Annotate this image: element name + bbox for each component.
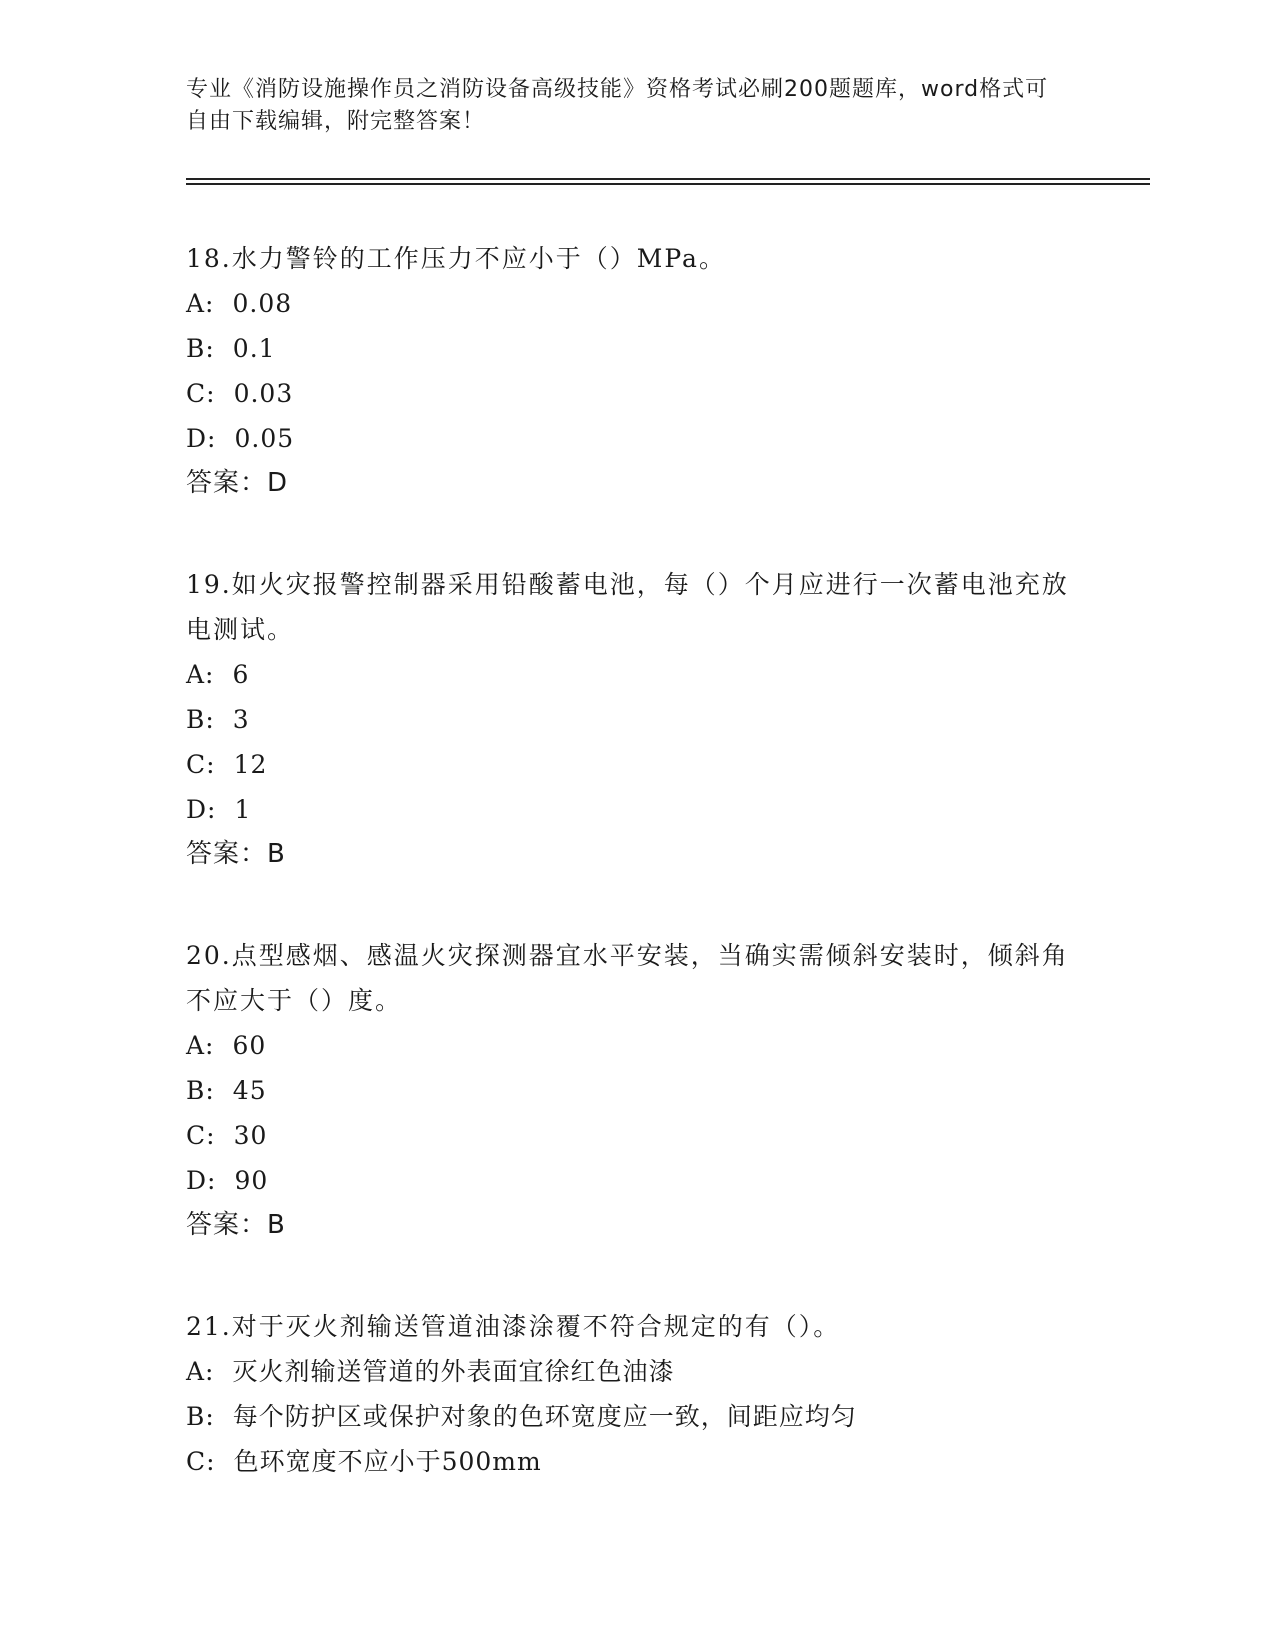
option-text: 6 xyxy=(232,660,250,689)
option-letter: B: xyxy=(186,1076,215,1105)
option-letter: B: xyxy=(186,334,215,363)
option-text: 3 xyxy=(232,705,250,734)
option-letter: A: xyxy=(186,1031,215,1060)
question-18 xyxy=(186,236,1086,506)
option-d xyxy=(186,1158,1086,1203)
option-b xyxy=(186,1394,1086,1439)
question-stem: 18.水力警铃的工作压力不应小于（）MPa。 xyxy=(186,244,726,273)
answer-line: 答案：B xyxy=(186,839,286,869)
option-b xyxy=(186,326,1086,371)
option-text: 0.08 xyxy=(232,289,293,318)
option-c xyxy=(186,371,1086,416)
option-text: 每个防护区或保护对象的色环宽度应一致，间距应均匀 xyxy=(232,1402,857,1431)
option-a xyxy=(186,281,1086,326)
option-d xyxy=(186,787,1086,832)
option-text: 45 xyxy=(232,1076,267,1105)
option-letter: C: xyxy=(186,750,216,779)
option-letter: D: xyxy=(186,1166,217,1195)
option-letter: A: xyxy=(186,289,215,318)
option-text: 0.1 xyxy=(232,334,276,363)
option-a xyxy=(186,652,1086,697)
question-19 xyxy=(186,562,1086,877)
option-text: 色环宽度不应小于500mm xyxy=(233,1447,542,1476)
option-d xyxy=(186,416,1086,461)
answer-line: 答案：B xyxy=(186,1210,286,1240)
option-text: 12 xyxy=(233,750,268,779)
question-stem: 19.如火灾报警控制器采用铅酸蓄电池，每（）个月应进行一次蓄电池充放电测试。 xyxy=(186,570,1069,644)
option-text: 1 xyxy=(234,795,252,824)
question-stem: 20.点型感烟、感温火灾探测器宜水平安装，当确实需倾斜安装时，倾斜角不应大于（）度。 xyxy=(186,941,1069,1015)
question-20 xyxy=(186,933,1086,1248)
option-b xyxy=(186,697,1086,742)
question-21 xyxy=(186,1304,1086,1484)
option-letter: A: xyxy=(186,660,215,689)
option-text: 0.05 xyxy=(234,424,295,453)
option-letter: B: xyxy=(186,1402,215,1431)
answer-line: 答案：D xyxy=(186,468,289,498)
option-text: 90 xyxy=(234,1166,269,1195)
option-text: 0.03 xyxy=(233,379,294,408)
option-text: 30 xyxy=(233,1121,268,1150)
option-letter: C: xyxy=(186,1121,216,1150)
option-text: 灭火剂输送管道的外表面宜徐红色油漆 xyxy=(232,1357,675,1386)
question-stem: 21.对于灭火剂输送管道油漆涂覆不符合规定的有（）。 xyxy=(186,1312,841,1341)
option-a xyxy=(186,1023,1086,1068)
option-letter: D: xyxy=(186,424,217,453)
option-letter: A: xyxy=(186,1357,215,1386)
option-c xyxy=(186,1439,1086,1484)
header-divider-top xyxy=(186,178,1150,180)
option-letter: B: xyxy=(186,705,215,734)
header-divider-bottom xyxy=(186,183,1150,185)
option-c xyxy=(186,1113,1086,1158)
option-letter: C: xyxy=(186,1447,216,1476)
option-letter: D: xyxy=(186,795,217,824)
question-list xyxy=(186,236,1086,1540)
document-header: 专业《消防设施操作员之消防设备高级技能》资格考试必刷200题题库，word格式可自由下载编辑，附完整答案！ xyxy=(186,77,1049,134)
option-a xyxy=(186,1349,1086,1394)
option-c xyxy=(186,742,1086,787)
option-text: 60 xyxy=(232,1031,267,1060)
option-b xyxy=(186,1068,1086,1113)
option-letter: C: xyxy=(186,379,216,408)
